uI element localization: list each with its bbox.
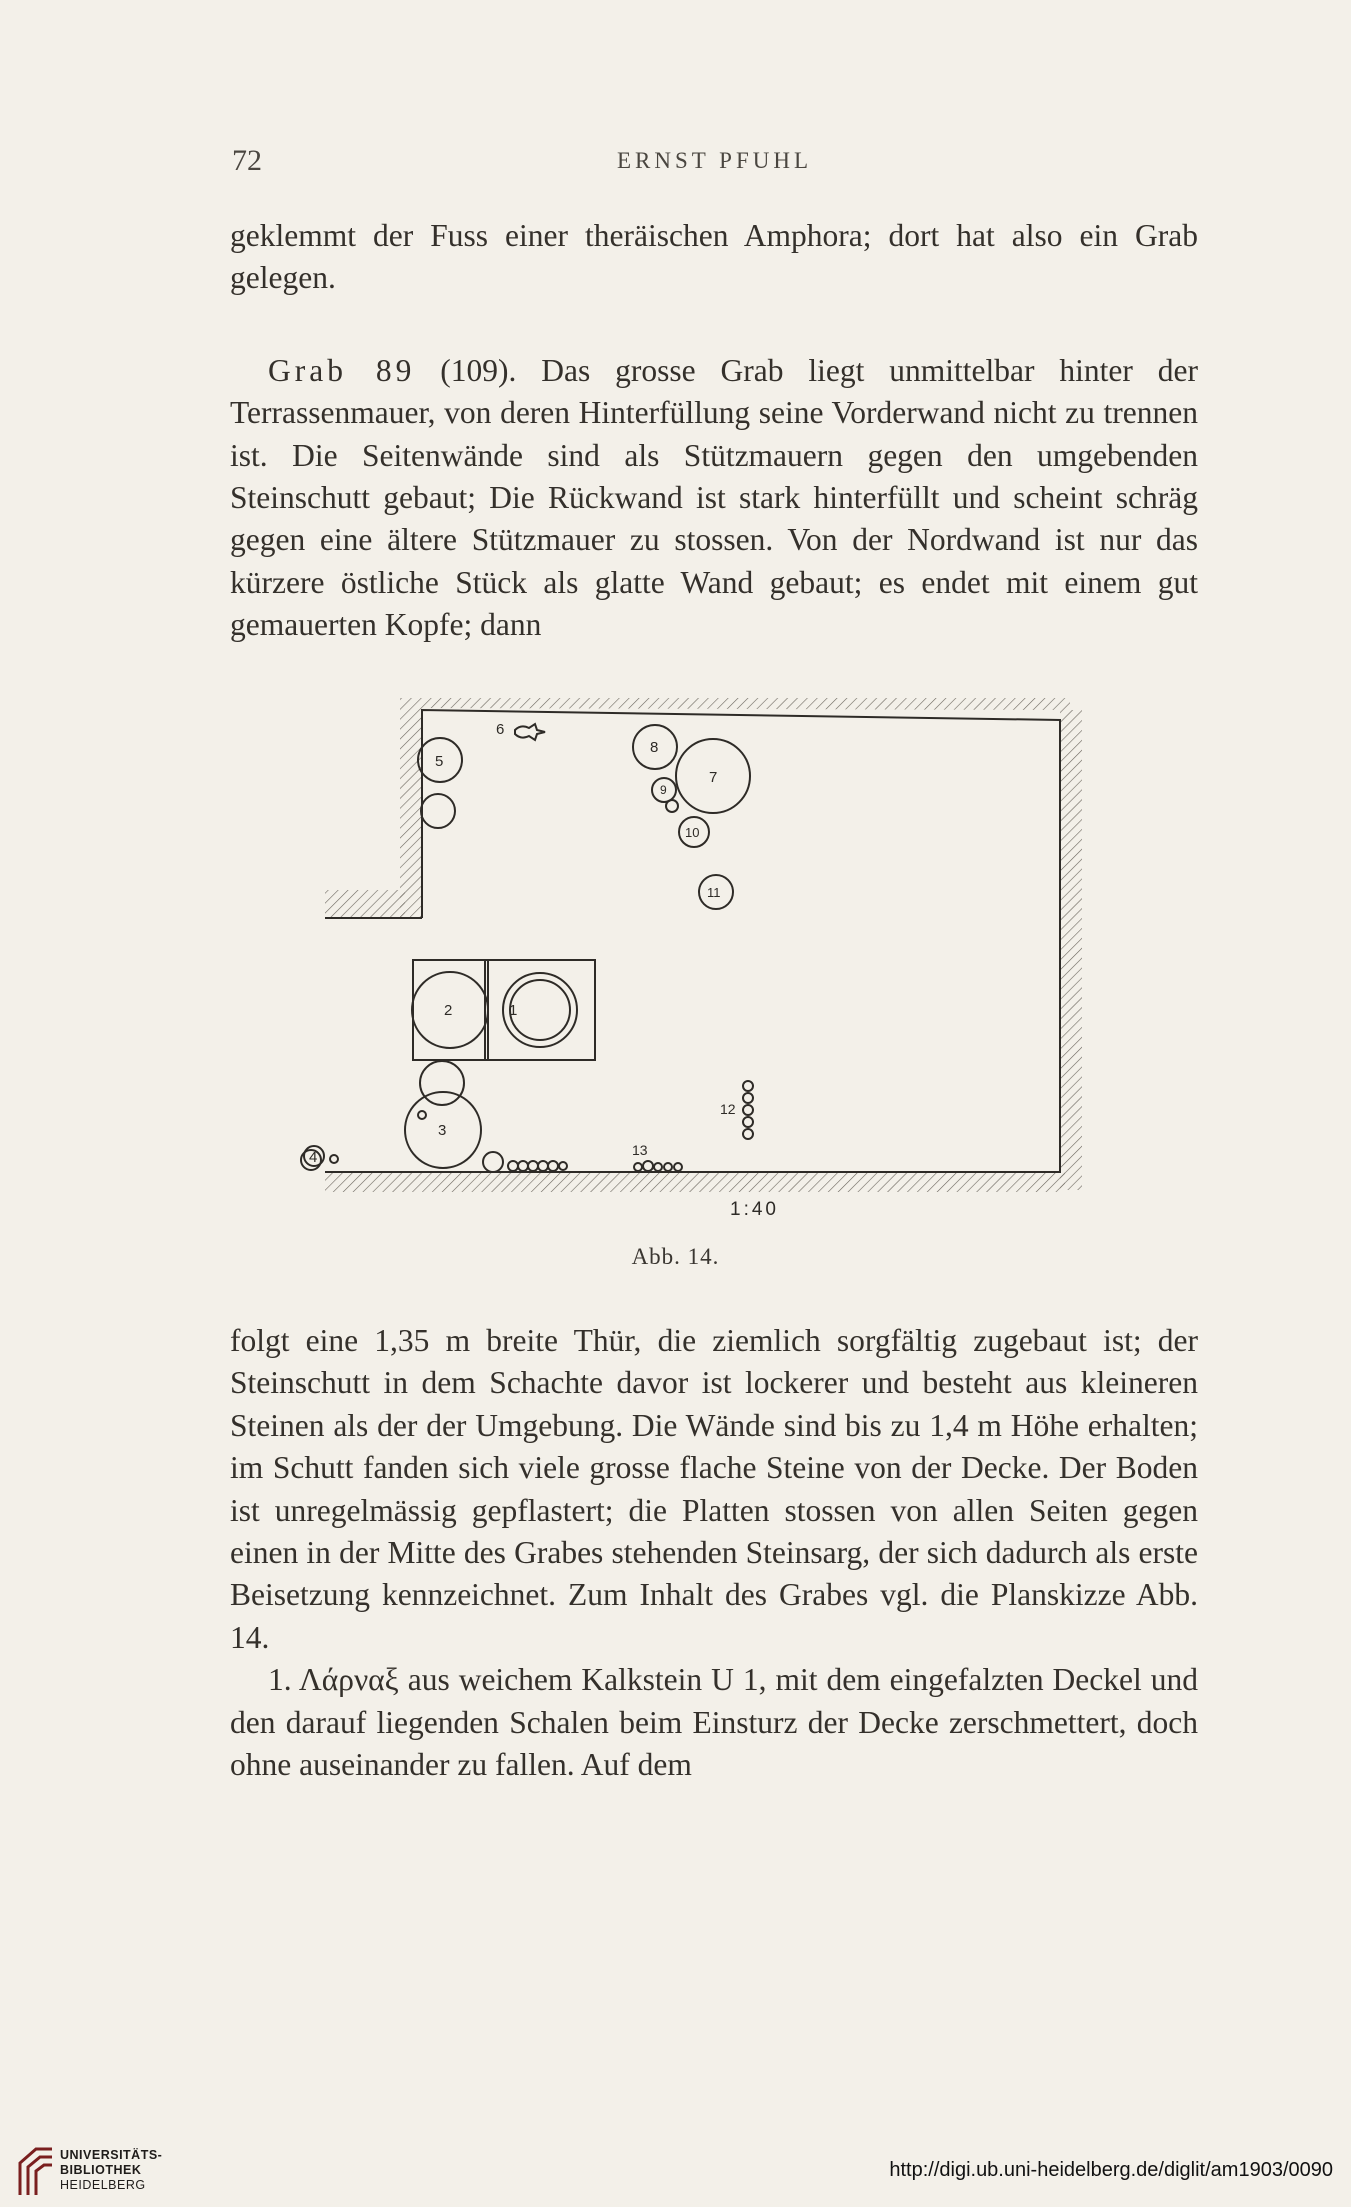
- label-9: 9: [660, 783, 667, 797]
- label-2: 2: [444, 1002, 453, 1019]
- paragraph: geklemmt der Fuss einer theräischen Amphora; dort hat also ein Grab gelegen.: [230, 218, 1198, 296]
- paragraph: 1. Λάρναξ aus weichem Kalkstein U 1, mit dem eingefalzten Deckel und den darauf liegenden Schalen beim Einsturz der Decke zerschmettert, doch ohne auseinander zu fallen. Auf dem: [230, 1662, 1198, 1783]
- grave-heading: Grab 89: [268, 352, 416, 388]
- label-3: 3: [438, 1122, 447, 1139]
- paragraph: [230, 350, 1198, 647]
- label-13: 13: [632, 1142, 648, 1158]
- plan-figure: [309, 690, 1120, 1235]
- scale-label: 1:40: [730, 1199, 779, 1220]
- plan-labels: [309, 721, 779, 1220]
- label-7: 7: [709, 769, 718, 786]
- paragraph-text: (109). Das grosse Grab liegt unmittelbar hinter der Terrassenmauer, von deren Hinterfüllung seine Vorderwand nicht zu trennen ist. Die Seitenwände sind als Stützmauern gegen den umgebenden Steinschutt gebaut; Die Rückwand ist stark hinterfüllt und scheint schräg gegen eine ältere Stützmauer zu stossen. Von der Nordwand ist nur das kürzere östliche Stück als glatte Wand gebaut; es endet mit einem gut gemauerten Kopfe; dann: [230, 352, 1198, 643]
- paragraph: folgt eine 1,35 m breite Thür, die ziemlich sorgfältig zugebaut ist; der Steinschutt in dem Schachte davor ist lockerer und besteht aus kleineren Steinen als der der Umgebung. Die Wände sind bis zu 1,4 m Höhe erhalten; im Schutt fanden sich viele grosse flache Steine von der Decke. Der Boden ist unregelmässig gepflastert; die Platten stossen von allen Seiten gegen einen in der Mitte des Grabes stehenden Steinsarg, der sich dadurch als erste Beisetzung kennzeichnet. Zum Inhalt des Grabes vgl. die Planskizze Abb. 14.: [230, 1323, 1198, 1655]
- running-head: ERNST PFUHL: [616, 148, 813, 173]
- label-1: 1: [509, 1002, 518, 1019]
- source-url[interactable]: http://digi.ub.uni-heidelberg.de/diglit/am1903/0090: [889, 2159, 1333, 2181]
- library-name: [60, 2148, 162, 2193]
- text-block-bottom: [230, 1320, 1198, 1786]
- plan-sketch: [309, 690, 1120, 1235]
- logo-line-2: BIBLIOTHEK: [60, 2163, 142, 2177]
- label-12: 12: [720, 1101, 736, 1117]
- wall-hatching: [325, 698, 1082, 1192]
- label-11: 11: [707, 885, 721, 900]
- small-finds: [304, 724, 545, 1166]
- label-5: 5: [435, 753, 444, 770]
- figure-caption: Abb. 14.: [631, 1244, 720, 1269]
- logo-line-1: UNIVERSITÄTS-: [60, 2148, 163, 2162]
- text-block-top: [230, 215, 1198, 647]
- page-header: [232, 144, 1197, 184]
- label-10: 10: [685, 825, 700, 840]
- label-4: 4: [309, 1149, 318, 1166]
- wall-outline: [325, 710, 1060, 1172]
- vessels: [301, 725, 753, 1172]
- logo-line-3: HEIDELBERG: [60, 2178, 146, 2192]
- label-8: 8: [650, 739, 659, 756]
- page-number: 72: [232, 144, 262, 177]
- logo-mark-icon: [20, 2149, 52, 2195]
- label-6: 6: [496, 721, 505, 738]
